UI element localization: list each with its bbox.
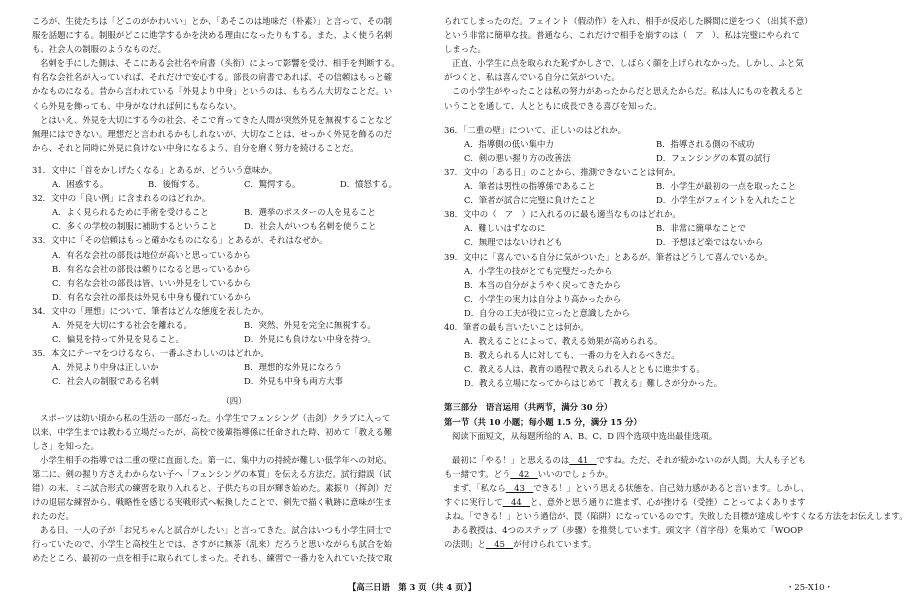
cloze-text: ですね。ただ、それが続かないのが人間。大人も子ども	[596, 454, 807, 465]
text-line: 正直、小学生に点を取られた恥ずかしさで、しばらく顔を上げられなかった。しかし、ふと気	[452, 58, 804, 69]
answer-option: A．指導側の低い集中力	[464, 138, 554, 149]
text-line: いうことを通して、人とともに成長できる喜びを知った。	[444, 100, 662, 111]
text-line: くら外見を飾っても、中身がなければ何にもならない。	[32, 100, 242, 111]
cloze-text: も一緒です。どう	[444, 468, 511, 479]
page-number: 【高三日语 第 3 页（共 4 页）】	[348, 582, 476, 592]
answer-option: A．教えることによって、教える効果が高められる。	[464, 336, 663, 347]
answer-options	[32, 318, 436, 346]
answer-option: B．教えられる人に対しても、一番の力を入れるべきだ。	[464, 350, 680, 361]
answer-options	[32, 248, 436, 304]
passage-paragraph	[32, 56, 436, 112]
passage-paragraph	[32, 453, 436, 523]
text-line: られてしまったのだ。フェイント（假动作）を入れ、相手が反応した瞬間に逆をつく（出其不意）	[444, 16, 813, 26]
question-stem: 31．文中に「首をかしげたくなる」とあるが、どういう意味か。	[32, 164, 278, 175]
cloze-line	[444, 509, 907, 523]
cloze-line	[444, 467, 848, 481]
answer-option: C．筆者が試合に完璧に負けたこと	[464, 195, 597, 206]
cloze-text: 最初に「やる！」と思えるのは	[452, 454, 570, 465]
answer-option: B．有名な会社の部長は頼りになると思っているから	[52, 263, 251, 274]
right-column	[444, 14, 907, 551]
cloze-text: よね。「できる！」という過信が、罠（陷阱）になっているのです。失敗した目標が達成しやすくなる方法をお伝えします。	[444, 511, 907, 522]
text-line: れたのだ。	[32, 511, 74, 522]
text-line: 服を話題にする。制服がどこに進学するかを決める理由になったりもする。また、よく使う名刺	[32, 30, 393, 41]
answer-option: B．非常に簡単なことで	[656, 223, 746, 234]
cloze-text: いいのでしょうか。	[537, 468, 614, 479]
passage-paragraph	[32, 14, 436, 56]
text-line: この小学生がやったことは私の努力があったからだと思えたからだ。私は人にものを教えると	[452, 86, 804, 97]
text-line: 错）の末、ミニ試合形式の練習を取り入れると、子供たちの目が輝き始めた。素振り（挥剑）だ	[32, 483, 393, 493]
cloze-text: が付けられています。	[513, 539, 597, 550]
cloze-blank: 44	[502, 497, 531, 507]
answer-option: C．無理ではないけれども	[464, 237, 563, 248]
cloze-text: の法則」と	[444, 539, 486, 550]
answer-option: D．社会人がいつも名刺を使うこと	[244, 221, 377, 232]
answer-option: B．理想的な外見になろう	[244, 362, 343, 373]
answer-option: D．外見も中身も両方大事	[244, 376, 343, 387]
text-line: けの退屈な練習から、戦略性を感じる実戦形式へ転換したことで、剣先で描く軌跡に意味が生ま	[32, 497, 392, 508]
answer-option: B．小学生が最初の一点を取ったこと	[656, 181, 797, 192]
answer-option: C．有名な会社の部長は皆、いい外見をしているから	[52, 277, 252, 288]
passage-paragraph	[444, 56, 848, 112]
answer-option: D．憤怒する。	[340, 179, 397, 190]
answer-option: B．突然、外見を完全に無視する。	[244, 319, 376, 330]
section-title: 第一节（共 10 小题；每小题 1.5 分，满分 15 分）	[444, 416, 642, 427]
text-line: 小学生相手の指導では二重の壁に直面した。第一に、集中力の持続が難しい低学年への対応。	[40, 454, 392, 465]
answer-option: C．社会人の制服である名刺	[52, 376, 159, 387]
answer-option: D．フェンシングの本質の試行	[656, 152, 771, 163]
cloze-text: まず、「私なら	[452, 482, 506, 493]
answer-options	[444, 221, 848, 249]
question-list	[32, 163, 436, 389]
passage-paragraph	[32, 523, 436, 565]
part-title: 第三部分 语言运用（共两节，满分 30 分）	[444, 402, 613, 413]
text-line: 無理にはできない。理想だと言われるかもしれないが、大切なことは、せっかく外見を飾るのだ	[32, 128, 392, 139]
question-stem: 34．文中の「理想」について、筆者はどんな態度を表したか。	[32, 305, 269, 316]
text-line: 有名な会社名が入っていれば、それだけで安心する。部長の肩書であれば、その信頼はもっと確	[32, 72, 393, 83]
answer-options	[444, 264, 848, 320]
cloze-line	[444, 481, 848, 495]
text-line: めたところ、最初の一点を相手に取られてしまった。それも、練習で一番力を入れていた技で取	[32, 553, 393, 564]
cloze-line	[444, 453, 848, 467]
answer-option: B．選挙のポスターの人を見ること	[244, 207, 376, 218]
cloze-text: ある教授は、4つのステップ（步骤）を推奨しています。頭文字（首字母）を集めて「WOOP	[452, 525, 803, 536]
question-stem: 32．文中の「良い例」に含まれるのはどれか。	[32, 193, 211, 204]
text-line: かなものになる。昔から言われている「外見より中身」というのは、もちろん大切なことだ。い	[32, 86, 393, 97]
text-line: ころが、生徒たちは「どこのがかわいい」とか、「あそこのは地味だ（朴素）」と言って、その制	[32, 16, 392, 26]
answer-option: B．指導される側の不成功	[656, 138, 755, 149]
answer-options	[444, 334, 848, 390]
answer-option: D．有名な会社の部長は外見も中身も優れているから	[52, 291, 252, 302]
answer-option: B．本当の自分がようやく戻ってきたから	[464, 279, 621, 290]
text-line: しさ」を知った。	[32, 440, 99, 451]
answer-option: A．外見を大切にする社会を離れる。	[52, 319, 193, 330]
answer-options	[444, 137, 848, 165]
answer-option: A．筆者は男性の指導係であること	[464, 181, 596, 192]
answer-option: C．剣の悪い握り方の改善法	[464, 152, 571, 163]
text-line: も、社会人の制服のようなものだ。	[32, 44, 166, 55]
answer-option: C．多くの学校の制服に補助するということ	[52, 221, 218, 232]
text-line: スポーツは幼い頃から私の生活の一部だった。小学生でフェンシング（击剑）クラブに入って	[40, 412, 391, 423]
cloze-blank: 45	[485, 539, 514, 550]
left-column	[32, 14, 436, 566]
text-line: ある日、一人の子が「お兄ちゃんと試合がしたい」と言ってきた。試合はいつも小学生同士で	[40, 525, 392, 536]
answer-option: A．難しいはずなのに	[464, 223, 546, 234]
answer-option: A．困惑する。	[52, 179, 109, 190]
question-list	[444, 123, 848, 391]
answer-option: A．有名な会社の部長は地位が高いと思っているから	[52, 249, 251, 260]
cloze-blank: 41	[569, 454, 597, 465]
answer-option: C．偏見を持って外見を見ること。	[52, 334, 185, 345]
cloze-blank: 43	[505, 482, 534, 493]
question-stem: 36．「二重の壁」について、正しいのはどれか。	[444, 124, 626, 135]
text-line: とはいえ、外見を大切にする今の社会、そこで育ってきた人間が突然外見を無視することなど	[40, 114, 393, 125]
question-stem: 39．文中に「喜んでいる自分に気がついた」とあるが、筆者はどうして喜んでいるか。	[444, 251, 773, 262]
question-stem: 35．本文にテーマをつけるなら、一番ふさわしいのはどれか。	[32, 348, 269, 359]
text-line: から、それと同時に外見に負けない中身になるよう、自分を磨く努力を続けることだ。	[32, 142, 359, 153]
cloze-text: できる！」という思える状態を、自己効力感があると言います。しかし、	[533, 482, 809, 493]
cloze-line	[444, 537, 848, 551]
answer-option: A．外見より中身は正しいか	[52, 362, 159, 373]
text-line: 行っていたので、小学生と高校生とでは、さすがに無茶（乱来）だろうと思いながらも試合を始	[32, 539, 392, 550]
answer-option: B．後悔する。	[148, 179, 205, 190]
answer-option: A．小学生の技がとても完璧だったから	[464, 265, 613, 276]
answer-option: D．予想ほど楽ではないから	[656, 237, 764, 248]
cloze-text: すぐに実行して	[444, 497, 503, 507]
section-instruction: 阅读下面短文，从每题所给的 A、B、C、D 四个选项中选出最佳选项。	[452, 430, 718, 441]
section-heading: （四）	[221, 396, 247, 407]
text-line: 以来、中学生までは教わる立場だったが、高校で後輩指導係に任命された時、初めて「教える難	[32, 426, 393, 437]
answer-option: D．外見にも負けない中身を持つ。	[244, 334, 377, 345]
cloze-text: と、意外と思う通りに進まず、心が挫ける（受挫）ことってよくあります	[530, 497, 806, 507]
cloze-blank: 42	[510, 468, 538, 479]
answer-option: C．教える人は、教育の過程で教えられる人とともに進歩する。	[464, 364, 705, 375]
question-stem: 37．文中の「ある日」のことから、推測できないことは何か。	[444, 166, 681, 177]
passage-paragraph	[32, 411, 436, 453]
cloze-line	[444, 523, 848, 537]
answer-options	[444, 179, 848, 207]
passage-paragraph	[444, 14, 848, 56]
answer-option: C．驚愕する。	[244, 179, 301, 190]
text-line: がつくと、私は喜んでいる自分に気がついた。	[444, 72, 620, 83]
answer-options	[32, 205, 436, 233]
question-stem: 38．文中の（ ア ）に入れるのに最も適当なものはどれか。	[444, 209, 681, 220]
text-line: しまった。	[444, 44, 486, 55]
answer-options	[32, 177, 436, 191]
cloze-line	[444, 495, 848, 509]
answer-option: D．自分の工夫が役に立ったと意識したから	[464, 307, 630, 318]
question-stem: 33．文中に「その信頼はもっと確かなものになる」とあるが、それはなぜか。	[32, 235, 328, 246]
passage-paragraph	[32, 113, 436, 155]
text-line: 名刺を手にした側は、そこにある会社名や肩書（头衔）によって影響を受け、相手を判断する。	[40, 58, 400, 69]
question-stem: 40．筆者の最も言いたいことは何か。	[444, 321, 589, 332]
cloze-passage	[444, 453, 907, 552]
answer-option: D．小学生がフェイントを入れたこと	[656, 195, 797, 206]
text-line: 第二に、剣の握り方さえわからない子へ「フェンシングの本質」を伝える方法だ。試行錯誤（试	[32, 468, 392, 479]
answer-option: D．教える立場になってからはじめて「教える」難しさが分かった。	[464, 378, 722, 389]
answer-option: C．小学生の実力は自分より高かったから	[464, 293, 622, 304]
answer-option: A．よく見られるために手術を受けること	[52, 207, 209, 218]
exam-code: ・25-X10・	[786, 582, 833, 592]
text-line: という非常に簡単な技。普通なら、これだけで相手を崩すのは（ ア ）、私は完璧にやられて	[444, 30, 800, 41]
answer-options	[32, 360, 436, 388]
